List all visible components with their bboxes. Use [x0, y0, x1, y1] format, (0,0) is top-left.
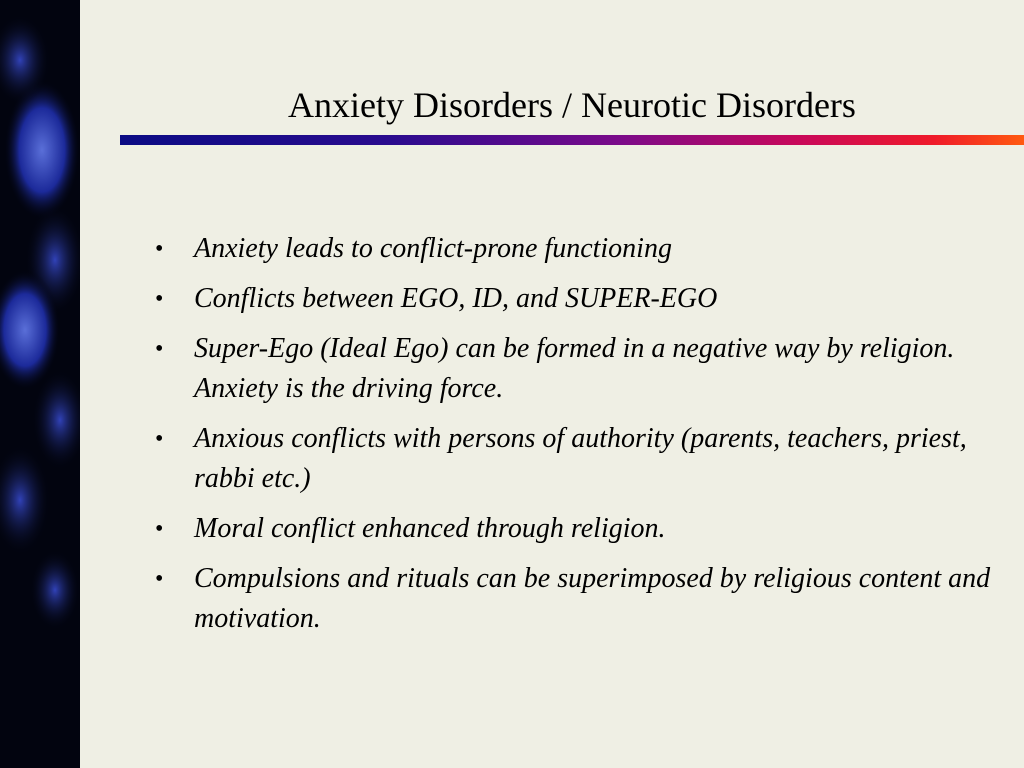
title-gradient-rule [120, 135, 1024, 145]
decorative-side-image [0, 0, 80, 768]
crowd-photo-graphic [0, 0, 80, 768]
bullet-text: Anxiety leads to conflict-prone functioning [194, 233, 672, 264]
bullet-text: Compulsions and rituals can be superimposed by religious content and motivation. [194, 563, 991, 634]
bullet-item [155, 229, 995, 269]
bullet-text: Conflicts between EGO, ID, and SUPER-EGO [194, 283, 718, 314]
bullet-marker: • [155, 516, 164, 542]
bullet-marker: • [155, 336, 164, 362]
bullet-item [155, 419, 995, 499]
bullet-item [155, 279, 995, 319]
bullet-item [155, 559, 995, 639]
bullet-item [155, 329, 995, 409]
bullet-marker: • [155, 286, 164, 312]
bullet-text: Anxious conflicts with persons of authority (parents, teachers, priest, rabbi etc.) [194, 423, 967, 494]
bullet-item [155, 509, 995, 549]
slide-title: Anxiety Disorders / Neurotic Disorders [288, 85, 856, 125]
bullet-marker: • [155, 566, 164, 592]
bullet-marker: • [155, 426, 164, 452]
bullet-text: Super-Ego (Ideal Ego) can be formed in a negative way by religion. Anxiety is the driving force. [194, 333, 955, 404]
bullet-marker: • [155, 236, 164, 262]
bullet-list [155, 229, 995, 649]
bullet-text: Moral conflict enhanced through religion. [194, 513, 666, 544]
